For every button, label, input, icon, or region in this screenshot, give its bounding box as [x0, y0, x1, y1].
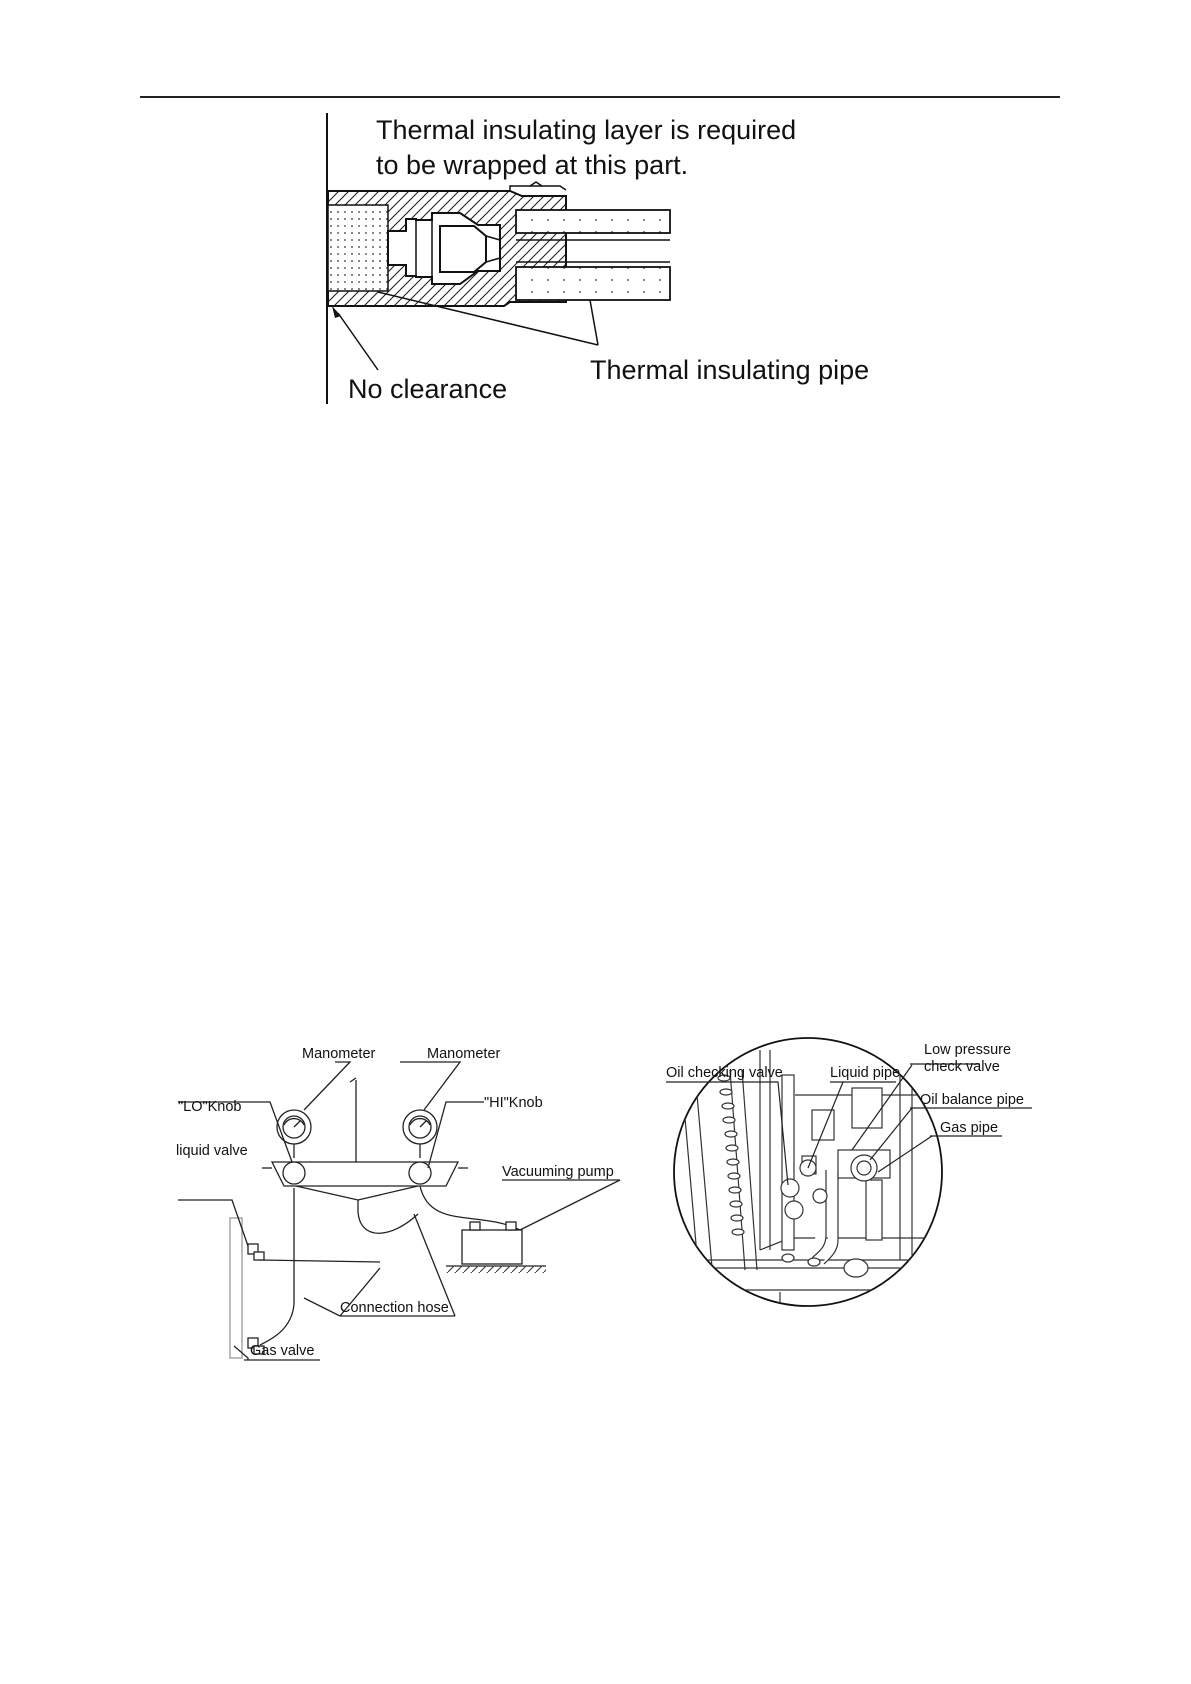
- insulating-pipe-bottom: [516, 267, 670, 300]
- valves-label-oil-balance-pipe: Oil balance pipe: [920, 1092, 1024, 1108]
- insulation-note-line2: to be wrapped at this part.: [376, 150, 689, 180]
- valves-label-oil-checking-valve: Oil checking valve: [666, 1065, 783, 1081]
- vacuum-label-gas-valve: Gas valve: [250, 1343, 315, 1359]
- vacuum-label-connection-hose: Connection hose: [340, 1300, 449, 1316]
- vacuuming-pump-box: [462, 1230, 522, 1264]
- valves-label-liquid-pipe: Liquid pipe: [830, 1065, 901, 1081]
- vacuum-label-manometer-right: Manometer: [427, 1046, 501, 1062]
- insulation-note-line1: Thermal insulating layer is required: [376, 115, 797, 145]
- hi-knob-circle: [409, 1162, 431, 1184]
- vacuum-label-manometer-left: Manometer: [302, 1046, 376, 1062]
- valves-label-low-pressure-line1: Low pressure: [924, 1042, 1012, 1058]
- wall-insulation-block: [328, 205, 388, 291]
- manometer-right-gauge: [403, 1110, 437, 1158]
- label-no-clearance: No clearance: [348, 374, 508, 404]
- insulating-pipe-top: [516, 210, 670, 233]
- label-thermal-insulating-pipe: Thermal insulating pipe: [590, 355, 870, 385]
- valves-label-low-pressure-line2: check valve: [924, 1059, 1000, 1075]
- valves-label-gas-pipe: Gas pipe: [940, 1120, 999, 1136]
- vacuum-label-vacuuming-pump: Vacuuming pump: [502, 1164, 614, 1180]
- vacuum-label-liquid-valve: liquid valve: [176, 1143, 248, 1159]
- lo-knob-circle: [283, 1162, 305, 1184]
- vacuum-label-lo-knob: "LO"Knob: [178, 1099, 242, 1115]
- insulation-figure: [327, 113, 869, 404]
- vacuum-label-hi-knob: "HI"Knob: [484, 1095, 543, 1111]
